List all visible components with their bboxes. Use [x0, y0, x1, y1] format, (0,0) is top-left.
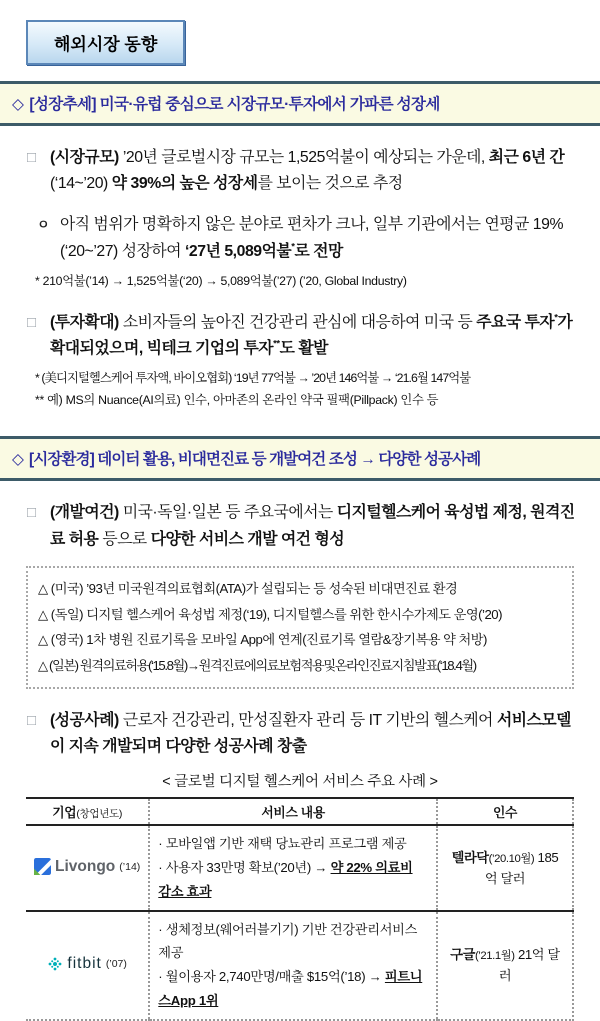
paragraph-development-text2: 등으로 [98, 530, 151, 548]
livongo-logo-icon [34, 858, 51, 875]
acquisition-date: (’21.1월) [474, 949, 515, 962]
paragraph-market-size-text3: 를 보이는 것으로 추정 [257, 175, 403, 193]
acquisition-cell-fitbit [437, 911, 573, 1020]
country-item-uk: △ (영국) 1차 병원 진료기록을 모바일 App에 연계(진료기록 열람&장기복용 약 처방) [38, 632, 487, 648]
column-header-company [26, 798, 149, 825]
footnote-market-text: * 210억불(’14) → 1,525억불(‘20) → 5,089억불(’27) (’20, Global Industry) [35, 273, 407, 288]
square-bullet-icon: □ [27, 504, 36, 522]
paragraph-investment-bold1: 주요국 투자 [476, 313, 555, 331]
paragraph-success [0, 708, 576, 760]
fitbit-logo-icon [47, 956, 63, 972]
paragraph-market-size-text2: (‘14~’20) [50, 175, 112, 193]
company-name: fitbit [67, 955, 102, 973]
paragraph-development-head: (개발여건) [50, 504, 119, 522]
square-bullet-icon: □ [27, 711, 36, 729]
service-line-2-highlight: 피트니스App 1위 [158, 969, 423, 1008]
column-header-company-main: 기업 [52, 805, 77, 821]
service-line-1: · 생체정보(웨어러블기기) 기반 건강관리서비스 제공 [158, 921, 418, 961]
country-item-japan: △ (일본) 원격의료허용(‘15.8월)→원격진료에의료보험적용및온라인진료지침발표(‘18.4월) [38, 658, 476, 674]
paragraph-development-bold1: 디지털헬스케어 육성법 제정, 원격진료 허용 [50, 504, 575, 548]
paragraph-development [0, 500, 576, 552]
paragraph-development-bold2: 다양한 서비스 개발 여건 형성 [150, 530, 345, 548]
section-header-environment [0, 436, 600, 481]
paragraph-investment-bold2: 가 확대되었으며, 빅테크 기업의 투자 [50, 313, 573, 358]
square-bullet-icon: □ [27, 149, 36, 166]
paragraph-success-bold: 서비스모델이 지속 개발되며 다양한 성공사례 창출 [50, 711, 571, 756]
section-header-growth-text: [성장추세] 미국·유럽 중심으로 시장규모·투자에서 가파른 성장세 [29, 96, 440, 113]
column-header-acquisition: 인수 [437, 798, 573, 825]
paragraph-market-sub-bold2: 로 전망 [294, 242, 343, 260]
footnote-investment-1: * (美디지털헬스케어 투자액, 바이오협회) ‘19년 77억불 → ’20년 146억불 → ‘21.6월 147억불 [35, 371, 471, 386]
company-founded-year: (’07) [105, 958, 127, 971]
fitbit-logo [47, 955, 126, 973]
service-line-2-highlight: 약 22% 의료비 감소 효과 [158, 860, 413, 899]
paragraph-success-head: (성공사례) [50, 711, 119, 729]
paragraph-investment [0, 310, 576, 362]
paragraph-investment-head: (투자확대) [50, 313, 119, 331]
column-header-service: 서비스 내용 [149, 798, 437, 825]
paragraph-market-size-bold2: 약 39%의 높은 성장세 [111, 175, 258, 193]
acquisition-price: 185억 달러 [484, 849, 559, 886]
country-item-germany: △ (독일) 디지털 헬스케어 육성법 제정(‘19), 디지털헬스를 위한 한시수가제도 운영(’20) [38, 606, 502, 622]
paragraph-market-size-text: ’20년 글로벌시장 규모는 1,525억불이 예상되는 가운데, [118, 149, 489, 166]
page-title-label: 해외시장 동향 [54, 35, 158, 54]
table-caption: < 글로벌 디지털 헬스케어 서비스 주요 사례 > [162, 774, 438, 791]
service-line-2-text: · 월이용자 2,740만명/매출 $15억(’18) → [158, 969, 385, 985]
footnote-market [35, 272, 576, 291]
footnote-marker: * [291, 241, 295, 253]
service-cell-fitbit [149, 911, 437, 1020]
table-row-fitbit [26, 911, 573, 1020]
diamond-icon: ◇ [12, 96, 24, 113]
column-header-company-sub: (창업년도) [76, 808, 123, 821]
section-header-environment-text: [시장환경] 데이터 활용, 비대면진료 등 개발여건 조성 → 다양한 성공사례 [29, 451, 481, 469]
global-service-cases-table [26, 797, 574, 1020]
paragraph-market-size [0, 145, 576, 197]
table-header-row [26, 798, 573, 825]
diamond-icon: ◇ [12, 451, 24, 469]
livongo-logo [34, 858, 140, 876]
service-cell-livongo [149, 825, 437, 910]
paragraph-market-sub-text: 아직 범위가 명확하지 않은 분야로 편차가 크나, 일부 기관에서는 연평균 19%(‘20~’27) 성장하여 [60, 216, 564, 260]
footnote-marker: ** [273, 338, 280, 350]
service-line-2 [158, 856, 428, 904]
company-founded-year: (’14) [119, 860, 141, 873]
country-examples-box [26, 566, 574, 689]
section-header-growth [0, 81, 600, 126]
paragraph-investment-bold3: 도 활발 [279, 340, 328, 358]
table-row-livongo [26, 825, 573, 910]
circle-bullet-icon: ㅇ [37, 217, 50, 233]
acquirer-name: 텔라닥 [451, 849, 489, 865]
page-title [26, 20, 185, 65]
square-bullet-icon: □ [27, 313, 36, 331]
company-cell-fitbit [26, 911, 149, 1020]
acquisition-date: (’20.10월) [488, 852, 535, 865]
paragraph-market-sub-bold: ‘27년 5,089억불 [184, 242, 292, 260]
paragraph-development-text: 미국·독일·일본 등 주요국에서는 [118, 504, 337, 522]
acquisition-price: 21억 달러 [498, 946, 560, 984]
service-line-2-text: · 사용자 33만명 확보(’20년) → [158, 860, 331, 876]
paragraph-market-size-head: (시장규모) [50, 149, 119, 166]
company-name: Livongo [55, 857, 116, 875]
country-item-usa: △ (미국) ’93년 미국원격의료협회(ATA)가 설립되는 등 성숙된 비대면진료 환경 [38, 580, 458, 596]
footnote-marker: * [554, 312, 558, 324]
footnote-investment-2: ** 예) MS의 Nuance(AI의료) 인수, 아마존의 온라인 약국 필팩(Pillpack) 인수 등 [35, 393, 439, 408]
paragraph-success-text: 근로자 건강관리, 만성질환자 관리 등 IT 기반의 헬스케어 [118, 711, 497, 729]
service-line-1: · 모바일앱 기반 재택 당뇨관리 프로그램 제공 [158, 836, 407, 852]
service-line-2 [158, 965, 428, 1013]
acquisition-cell-livongo [437, 825, 573, 910]
paragraph-market-size-bold1: 최근 6년 간 [488, 149, 565, 166]
paragraph-market-sub [0, 212, 576, 264]
footnotes-investment [35, 369, 576, 410]
company-cell-livongo [26, 825, 149, 910]
paragraph-investment-text: 소비자들의 높아진 건강관리 관심에 대응하여 미국 등 [118, 313, 477, 331]
acquirer-name: 구글 [450, 946, 475, 962]
